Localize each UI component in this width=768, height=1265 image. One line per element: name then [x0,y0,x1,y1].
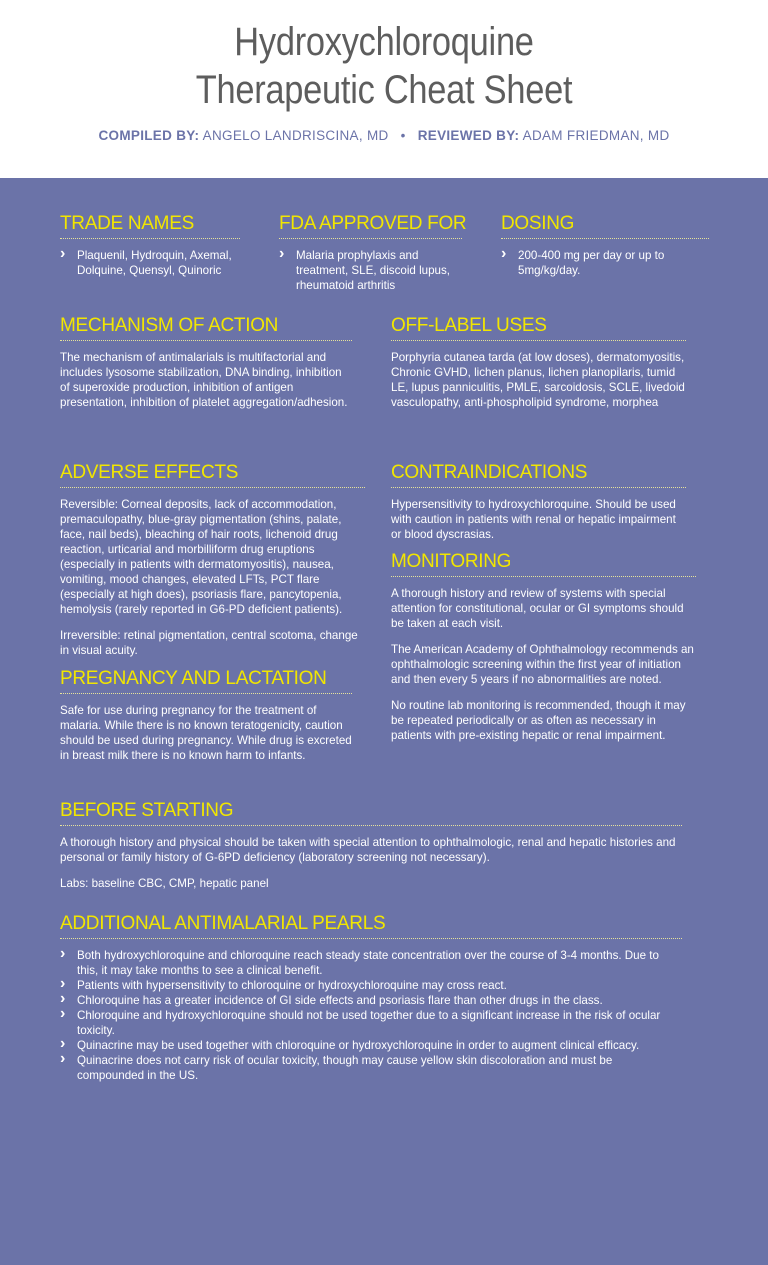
list-item: › Malaria prophylaxis and treatment, SLE, discoid lupus, rheumatoid arthritis [279,248,462,293]
list-item: › Plaquenil, Hydroquin, Axemal, Dolquine, Quensyl, Quinoric [60,248,240,278]
trade-names-heading: TRADE NAMES [60,212,240,239]
byline [0,128,768,143]
paragraph: A thorough history and review of systems with special attention for constitutional, ocular or GI symptoms should be taken at each visit. [391,587,684,630]
paragraph: The American Academy of Ophthalmology recommends an ophthalmologic screening within the first year of initiation and then every 5 years if no abnormalities are noted. [391,643,694,686]
compiled-by-label: COMPILED BY: [98,128,200,143]
list-item: › Patients with hypersensitivity to chloroquine or hydroxychloroquine may cross react. [60,978,682,993]
list-item: › Both hydroxychloroquine and chloroquine reach steady state concentration over the course of 3-4 months. Due to this, it may take months to see a clinical benefit. [60,948,682,978]
byline-separator: • [400,128,406,143]
paragraph: No routine lab monitoring is recommended, though it may be repeated periodically or as often as necessary in patients with pre-existing hepatic or renal impairment. [391,699,686,742]
paragraph: Safe for use during pregnancy for the treatment of malaria. While there is no known teratogenicity, caution should be used during pregnancy. While drug is excreted in breast milk there is no known harm to infants. [60,704,352,762]
section-fda-approved [279,212,467,293]
header [0,0,768,178]
fda-heading: FDA APPROVED FOR [279,212,462,239]
paragraph: Irreversible: retinal pigmentation, central scotoma, change in visual acuity. [60,629,358,657]
contra-heading: CONTRAINDICATIONS [391,461,686,488]
before-text [60,835,682,891]
paragraph: The mechanism of antimalarials is multifactorial and includes lysosome stabilization, DNA binding, inhibition of superoxide production, inhibition of antigen presentation, inhibition of platelet aggregation/adhesion. [60,351,348,409]
mechanism-text [60,350,352,410]
section-off-label [391,314,686,410]
reviewed-by-label: REVIEWED BY: [417,128,520,143]
contra-text [391,497,686,542]
list-item: › Chloroquine and hydroxychloroquine should not be used together due to a significant increase in the risk of ocular toxicity. [60,1008,682,1038]
offlabel-text [391,350,686,410]
section-mechanism [60,314,352,410]
list-item: › 200-400 mg per day or up to 5mg/kg/day. [501,248,709,278]
paragraph: Hypersensitivity to hydroxychloroquine. Should be used with caution in patients with renal or hepatic impairment or blood dyscrasias. [391,498,676,541]
pearls-list [60,948,682,1083]
fda-list [279,248,462,293]
page-title-line-1: Hydroxychloroquine [234,20,534,64]
compiled-by-name: ANGELO LANDRISCINA, MD [202,128,389,143]
before-heading: BEFORE STARTING [60,799,682,826]
section-contraindications [391,461,686,542]
dosing-list [501,248,709,278]
list-item: › Quinacrine does not carry risk of ocular toxicity, though may cause yellow skin discoloration and must be compounded in the US. [60,1053,682,1083]
offlabel-heading: OFF-LABEL USES [391,314,686,341]
monitoring-heading: MONITORING [391,550,696,577]
section-trade-names [60,212,240,278]
paragraph: A thorough history and physical should be taken with special attention to ophthalmologic, renal and hepatic histories and personal or family history of G-6PD deficiency (laboratory screening not necessary). [60,836,676,864]
list-item: › Quinacrine may be used together with chloroquine or hydroxychloroquine in order to augment clinical efficacy. [60,1038,682,1053]
mechanism-heading: MECHANISM OF ACTION [60,314,352,341]
section-monitoring [391,550,696,743]
trade-names-list [60,248,240,278]
paragraph: Labs: baseline CBC, CMP, hepatic panel [60,877,269,890]
dosing-heading: DOSING [501,212,709,239]
section-pregnancy [60,667,352,763]
section-adverse-effects [60,461,365,658]
page-title-line-2: Therapeutic Cheat Sheet [195,68,573,112]
list-item: › Chloroquine has a greater incidence of GI side effects and psoriasis flare than other drugs in the class. [60,993,682,1008]
paragraph: Reversible: Corneal deposits, lack of accommodation, premaculopathy, blue-gray pigmentation (shins, palate, face, nail beds), bleaching of hair roots, lichenoid drug reaction, urticarial and morbilliform drug eruptions (especially in patients with dermatomyositis), nausea, vomiting, mood changes, elevated LFTs, PCT flare (especially at high does), psoriasis flare, pancytopenia, hemolysis (rarely reported in G6-PD deficient patients). [60,498,343,616]
adverse-heading: ADVERSE EFFECTS [60,461,365,488]
section-pearls [60,912,682,1083]
monitoring-text [391,586,696,743]
section-before-starting [60,799,682,891]
section-dosing [501,212,709,278]
content-area [0,178,768,1265]
pearls-heading: ADDITIONAL ANTIMALARIAL PEARLS [60,912,682,939]
adverse-text [60,497,365,658]
pregnancy-text [60,703,352,763]
reviewed-by-name: ADAM FRIEDMAN, MD [522,128,670,143]
pregnancy-heading: PREGNANCY AND LACTATION [60,667,352,694]
paragraph: Porphyria cutanea tarda (at low doses), dermatomyositis, Chronic GVHD, lichen planus, lichen planopilaris, tumid LE, lupus panniculitis, PMLE, sarcoidosis, SCLE, livedoid vasculopathy, anti-phospholipid syndrome, morphea [391,351,685,409]
